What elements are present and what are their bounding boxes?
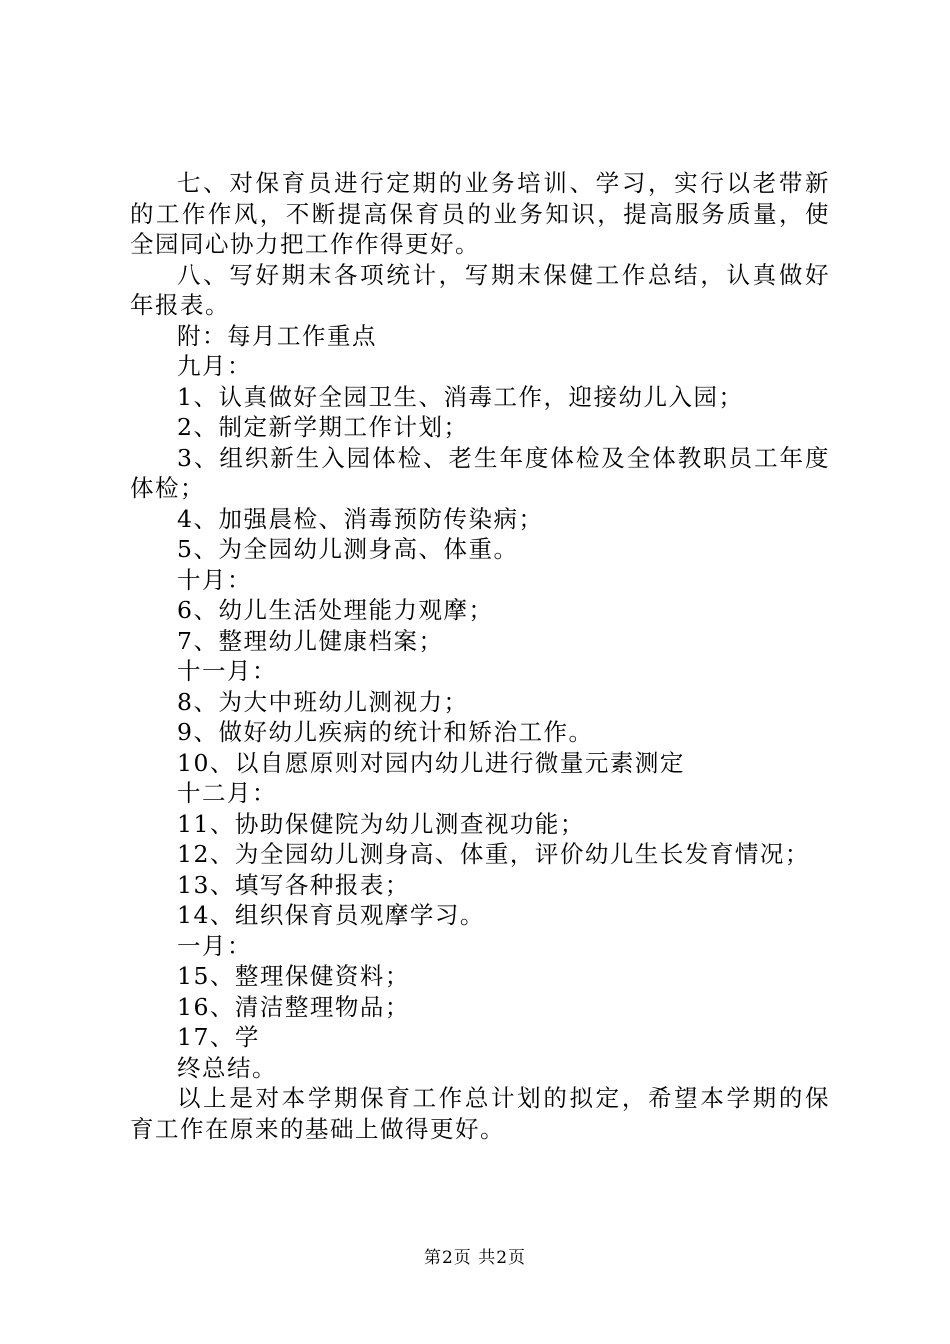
text-line: 6、幼儿生活处理能力观摩； xyxy=(177,596,494,624)
text-line: 七、对保育员进行定期的业务培训、学习，实行以老带新 xyxy=(177,169,830,197)
text-line: 终总结。 xyxy=(177,1053,277,1082)
text-line: 的工作作风，不断提高保育员的业务知识，提高服务质量，使 xyxy=(130,199,830,228)
text-line: 14、组织保育员观摩学习。 xyxy=(177,901,485,929)
text-line: 育工作在原来的基础上做得更好。 xyxy=(130,1114,505,1143)
text-line: 十一月： xyxy=(177,657,277,685)
text-line: 4、加强晨检、消毒预防传染病； xyxy=(177,504,544,533)
text-line: 12、为全园幼儿测身高、体重，评价幼儿生长发育情况； xyxy=(177,840,810,868)
text-line: 九月： xyxy=(177,352,252,380)
text-line: 十二月： xyxy=(177,779,277,807)
text-line: 1、认真做好全园卫生、消毒工作，迎接幼儿入园； xyxy=(177,382,744,411)
text-line: 8、为大中班幼儿测视力； xyxy=(177,687,469,716)
text-line: 附：每月工作重点 xyxy=(177,321,377,350)
text-line: 16、清洁整理物品； xyxy=(177,992,410,1021)
text-line: 2、制定新学期工作计划； xyxy=(177,413,469,441)
page-number-label: 第2页 共2页 xyxy=(423,1248,527,1268)
text-line: 11、协助保健院为幼儿测查视功能； xyxy=(177,809,585,838)
text-line: 以上是对本学期保育工作总计划的拟定，希望本学期的保 xyxy=(177,1084,830,1112)
text-line: 八、写好期末各项统计，写期末保健工作总结，认真做好 xyxy=(177,260,830,289)
text-line: 10、以自愿原则对园内幼儿进行微量元素测定 xyxy=(177,748,685,777)
text-line: 15、整理保健资料； xyxy=(177,962,410,990)
text-line: 体检； xyxy=(130,474,205,502)
text-line: 9、做好幼儿疾病的统计和矫治工作。 xyxy=(177,718,594,746)
text-line: 十月： xyxy=(177,565,252,594)
text-line: 3、组织新生入园体检、老生年度体检及全体教职员工年度 xyxy=(177,443,830,472)
text-line: 13、填写各种报表； xyxy=(177,870,410,899)
document-body xyxy=(130,168,830,1144)
text-line: 5、为全园幼儿测身高、体重。 xyxy=(177,535,519,563)
page-footer xyxy=(0,1243,950,1268)
text-line: 17、学 xyxy=(177,1023,260,1051)
text-line: 一月： xyxy=(177,931,252,960)
text-line: 全园同心协力把工作作得更好。 xyxy=(130,230,480,258)
text-line: 7、整理幼儿健康档案； xyxy=(177,626,444,655)
text-line: 年报表。 xyxy=(130,291,230,319)
